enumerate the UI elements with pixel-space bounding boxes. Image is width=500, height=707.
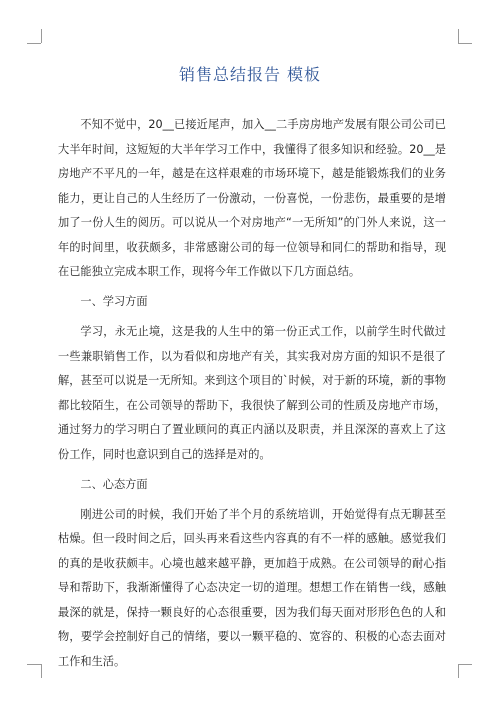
document-body <box>58 113 446 680</box>
document-title: 销售总结报告 模板 <box>178 65 322 84</box>
section-heading-mindset: 二、心态方面 <box>80 477 148 491</box>
section-heading-study: 一、学习方面 <box>80 295 148 308</box>
paragraph-intro: 不知不觉中，20__已接近尾声，加入__二手房房地产发展有限公司公司已大半年时间，这短短的大半年学习工作中，我懂得了很多知识和经验。20__是房地产不平凡的一年，越是在这样艰难的市场环境下，越是能锻炼我们的业务能力，更让自己的人生经历了一份激动，一份喜悦，一份悲伤，最重要的是增加了一份人生的阅历。可以说从一个对房地产“一无所知”的门外人来说，这一年的时间里，收获颇多，非常感谢公司的每一位领导和同仁的帮助和指导，现在已能独立完成本职工作，现将今年工作做以下几方面总结。 <box>58 118 446 278</box>
paragraph-mindset: 刚进公司的时候，我们开始了半个月的系统培训，开始觉得有点无聊甚至枯燥。但一段时间之后，回头再来看这些内容真的有不一样的感触。感觉我们的真的是收获颇丰。心境也越来越平静，更加趋于成熟。在公司领导的耐心指导和帮助下，我渐渐懂得了心态决定一切的道理。想想工作在销售一线，感触最深的就是，保持一颗良好的心态很重要，因为我们每天面对形形色色的人和物，要学会控制好自己的情绪，要以一颗平稳的、宽容的、积极的心态去面对工作和生活。 <box>58 507 446 668</box>
paragraph-study: 学习，永无止境，这是我的人生中的第一份正式工作，以前学生时代做过一些兼职销售工作，以为看似和房地产有关，其实我对房方面的知识不是很了解，甚至可以说是一无所知。来到这个项目的`时候，对于新的环境，新的事物都比较陌生，在公司领导的帮助下，我很快了解到公司的性质及房地产市场，通过努力的学习明白了置业顾问的真正内涵以及职责，并且深深的喜欢上了这份工作，同时也意识到自己的选择是对的。 <box>58 325 446 461</box>
